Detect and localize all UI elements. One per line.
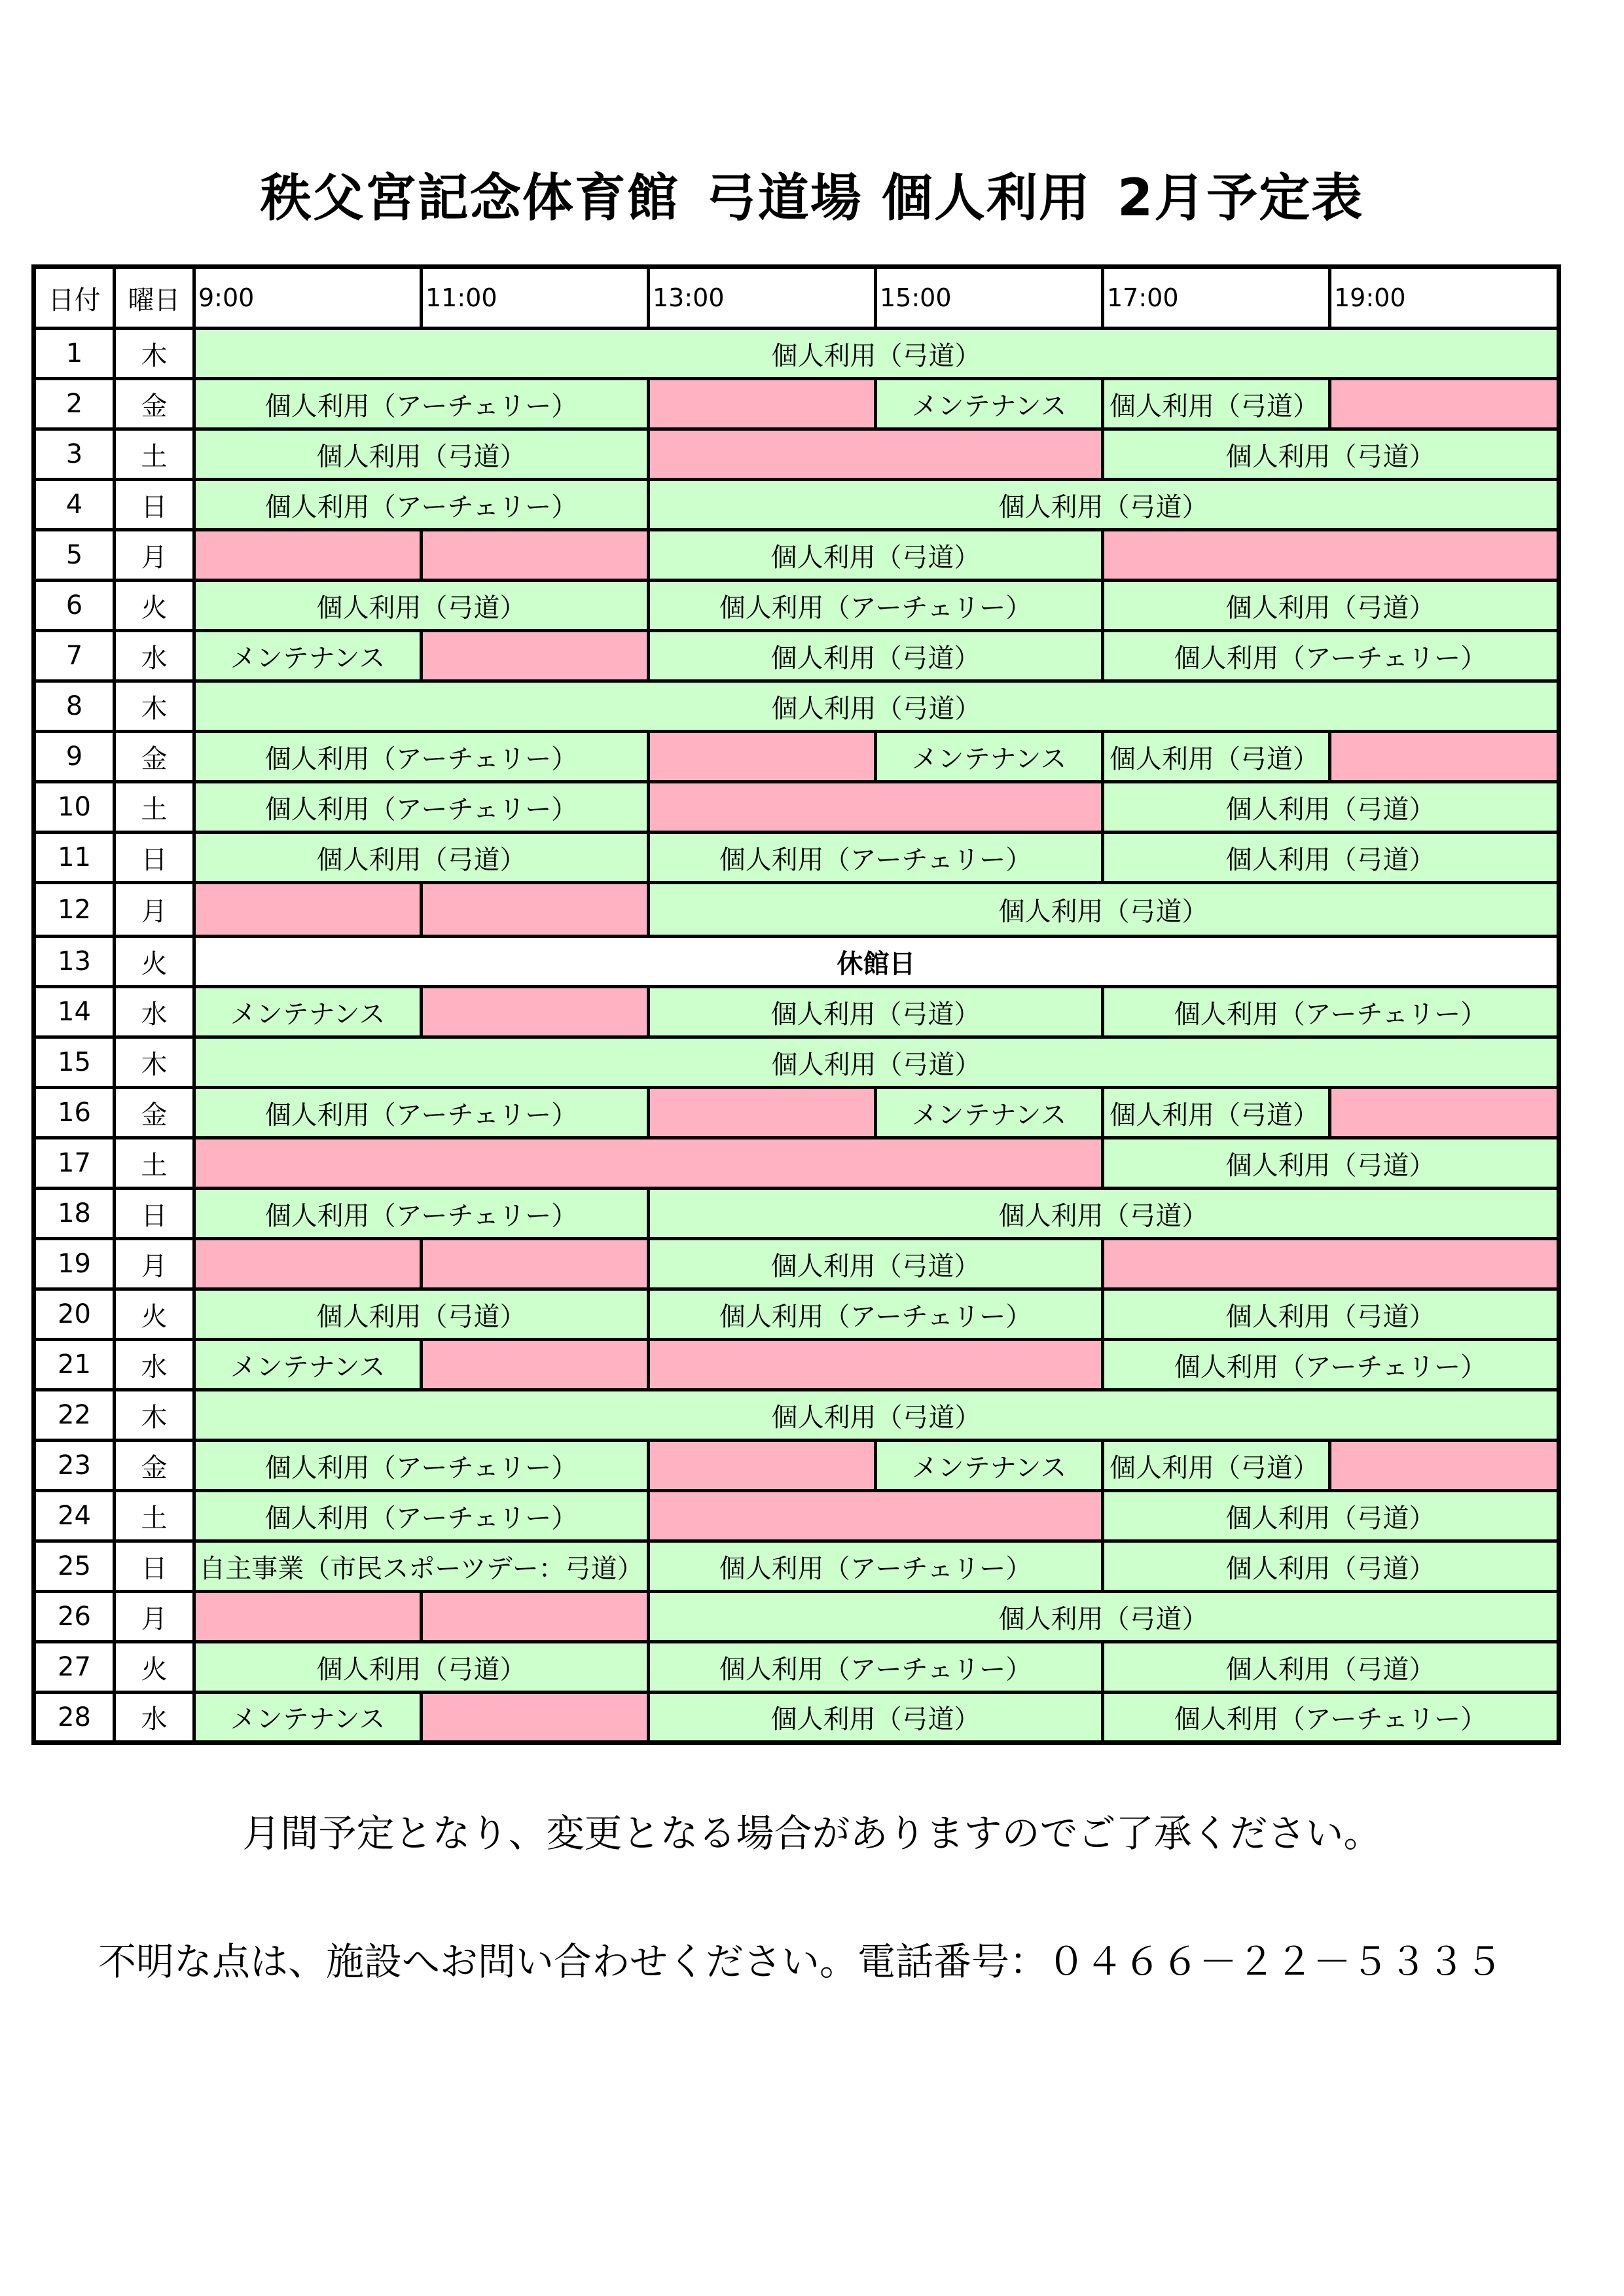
row-weekday: 日 [115, 1541, 194, 1592]
slot-closed [1330, 379, 1559, 429]
slot-booking: 個人利用（弓道） [194, 329, 1559, 379]
slot-booking: 個人利用（弓道） [194, 429, 649, 480]
slot-booking: 個人利用（弓道） [194, 581, 649, 631]
row-weekday: 月 [115, 530, 194, 581]
slot-booking: 個人利用（アーチェリー） [649, 1642, 1103, 1693]
slot-booking: 個人利用（弓道） [1103, 379, 1330, 429]
schedule-row [34, 480, 1559, 530]
row-date: 16 [34, 1088, 115, 1138]
header-time-0900: 9:00 [194, 267, 422, 329]
row-date: 15 [34, 1037, 115, 1088]
notice-contact-phone: 不明な点は、施設へお問い合わせください。電話番号：０４６６－２２－５３３５ [98, 1939, 1504, 1984]
schedule-row [34, 1642, 1559, 1693]
schedule-row [34, 379, 1559, 429]
schedule-row [34, 833, 1559, 883]
row-weekday: 火 [115, 1289, 194, 1340]
slot-closed [194, 1138, 1103, 1189]
schedule-row [34, 1592, 1559, 1642]
slot-booking: 個人利用（弓道） [194, 1390, 1559, 1441]
slot-booking: 個人利用（アーチェリー） [194, 1441, 649, 1491]
row-weekday: 金 [115, 379, 194, 429]
header-row [34, 267, 1559, 329]
row-weekday: 火 [115, 581, 194, 631]
slot-booking: メンテナンス [194, 1693, 422, 1743]
schedule-row [34, 1441, 1559, 1491]
slot-booking: 個人利用（弓道） [1103, 1642, 1559, 1693]
header-time-1300: 13:00 [649, 267, 876, 329]
title-venue: 弓道場 個人利用 [705, 169, 1091, 228]
slot-booking: 個人利用（弓道） [1103, 1088, 1330, 1138]
slot-booking: 個人利用（アーチェリー） [194, 1088, 649, 1138]
row-date: 8 [34, 681, 115, 732]
slot-holiday: 休館日 [194, 937, 1559, 987]
slot-booking: 個人利用（アーチェリー） [1103, 1340, 1559, 1390]
slot-booking: 個人利用（アーチェリー） [194, 782, 649, 833]
row-weekday: 火 [115, 1642, 194, 1693]
slot-booking: 個人利用（アーチェリー） [194, 1491, 649, 1541]
row-weekday: 日 [115, 1189, 194, 1239]
row-weekday: 日 [115, 480, 194, 530]
title-month: 2月予定表 [1117, 169, 1364, 228]
slot-booking: 個人利用（弓道） [1103, 429, 1559, 480]
row-weekday: 土 [115, 1491, 194, 1541]
schedule-row [34, 1289, 1559, 1340]
slot-booking: 個人利用（弓道） [1103, 1441, 1330, 1491]
schedule-table [31, 264, 1561, 1745]
slot-booking: 個人利用（弓道） [649, 987, 1103, 1037]
schedule-row [34, 1138, 1559, 1189]
row-date: 4 [34, 480, 115, 530]
slot-booking: 個人利用（アーチェリー） [1103, 987, 1559, 1037]
row-weekday: 日 [115, 833, 194, 883]
row-weekday: 火 [115, 937, 194, 987]
schedule-row [34, 530, 1559, 581]
row-weekday: 木 [115, 1390, 194, 1441]
header-time-1500: 15:00 [876, 267, 1103, 329]
slot-booking: 個人利用（弓道） [194, 833, 649, 883]
slot-booking: 個人利用（弓道） [194, 1289, 649, 1340]
slot-booking: 個人利用（アーチェリー） [649, 1289, 1103, 1340]
slot-closed [1103, 1239, 1559, 1289]
row-date: 10 [34, 782, 115, 833]
slot-closed [422, 1592, 649, 1642]
row-weekday: 土 [115, 1138, 194, 1189]
slot-booking: メンテナンス [876, 379, 1103, 429]
slot-booking: メンテナンス [194, 1340, 422, 1390]
slot-booking: 個人利用（弓道） [649, 1189, 1559, 1239]
header-dow: 曜日 [115, 267, 194, 329]
header-day: 日付 [34, 267, 115, 329]
slot-closed [649, 1491, 1103, 1541]
slot-booking: 個人利用（弓道） [649, 631, 1103, 681]
schedule-row [34, 1491, 1559, 1541]
slot-booking: 個人利用（アーチェリー） [1103, 1693, 1559, 1743]
slot-booking: 個人利用（弓道） [1103, 581, 1559, 631]
row-date: 1 [34, 329, 115, 379]
row-weekday: 木 [115, 329, 194, 379]
row-weekday: 月 [115, 1592, 194, 1642]
slot-closed [649, 429, 1103, 480]
schedule-row [34, 1037, 1559, 1088]
row-weekday: 木 [115, 1037, 194, 1088]
header-time-1700: 17:00 [1103, 267, 1330, 329]
slot-closed [422, 631, 649, 681]
row-date: 13 [34, 937, 115, 987]
title-facility: 秩父宮記念体育館 [260, 169, 679, 228]
row-weekday: 金 [115, 1088, 194, 1138]
slot-closed [422, 530, 649, 581]
header-time-1100: 11:00 [422, 267, 649, 329]
row-date: 18 [34, 1189, 115, 1239]
row-weekday: 月 [115, 883, 194, 937]
schedule-row [34, 782, 1559, 833]
slot-booking: 個人利用（アーチェリー） [649, 833, 1103, 883]
row-date: 19 [34, 1239, 115, 1289]
slot-closed [649, 379, 876, 429]
row-date: 28 [34, 1693, 115, 1743]
slot-closed [649, 782, 1103, 833]
slot-closed [649, 1441, 876, 1491]
schedule-row [34, 987, 1559, 1037]
slot-booking: 個人利用（弓道） [649, 883, 1559, 937]
slot-booking: メンテナンス [876, 732, 1103, 782]
slot-closed [422, 1693, 649, 1743]
slot-closed [194, 883, 422, 937]
row-weekday: 水 [115, 631, 194, 681]
slot-booking: 個人利用（弓道） [1103, 833, 1559, 883]
slot-booking: 個人利用（弓道） [649, 480, 1559, 530]
slot-closed [422, 883, 649, 937]
slot-booking: 個人利用（弓道） [649, 1693, 1103, 1743]
slot-closed [649, 732, 876, 782]
schedule-row [34, 937, 1559, 987]
row-date: 20 [34, 1289, 115, 1340]
notice-schedule-change: 月間予定となり、変更となる場合がありますのでご了承ください。 [242, 1811, 1382, 1856]
slot-closed [649, 1088, 876, 1138]
slot-closed [1103, 530, 1559, 581]
slot-booking: メンテナンス [876, 1441, 1103, 1491]
slot-booking: 個人利用（弓道） [649, 1592, 1559, 1642]
slot-booking: 個人利用（アーチェリー） [194, 732, 649, 782]
row-date: 25 [34, 1541, 115, 1592]
slot-closed [1330, 1441, 1559, 1491]
slot-booking: 個人利用（弓道） [1103, 1138, 1559, 1189]
slot-booking: 個人利用（弓道） [649, 530, 1103, 581]
row-weekday: 水 [115, 1340, 194, 1390]
slot-booking: メンテナンス [194, 987, 422, 1037]
schedule-row [34, 1693, 1559, 1743]
row-date: 23 [34, 1441, 115, 1491]
slot-booking: 個人利用（弓道） [194, 1642, 649, 1693]
row-weekday: 土 [115, 429, 194, 480]
row-date: 14 [34, 987, 115, 1037]
schedule-row [34, 883, 1559, 937]
slot-booking: 個人利用（アーチェリー） [194, 1189, 649, 1239]
schedule-row [34, 329, 1559, 379]
schedule-row [34, 1239, 1559, 1289]
page-title [0, 157, 1624, 230]
row-date: 21 [34, 1340, 115, 1390]
row-date: 5 [34, 530, 115, 581]
slot-closed [1330, 732, 1559, 782]
schedule-row [34, 1340, 1559, 1390]
row-date: 27 [34, 1642, 115, 1693]
slot-booking: 個人利用（アーチェリー） [649, 581, 1103, 631]
row-date: 6 [34, 581, 115, 631]
schedule-row [34, 581, 1559, 631]
schedule-row [34, 732, 1559, 782]
slot-closed [422, 987, 649, 1037]
slot-booking: 個人利用（弓道） [1103, 1491, 1559, 1541]
row-date: 2 [34, 379, 115, 429]
slot-booking: 個人利用（弓道） [194, 1037, 1559, 1088]
row-weekday: 月 [115, 1239, 194, 1289]
row-date: 3 [34, 429, 115, 480]
slot-booking: 個人利用（アーチェリー） [194, 480, 649, 530]
row-date: 24 [34, 1491, 115, 1541]
row-date: 11 [34, 833, 115, 883]
slot-booking: メンテナンス [194, 631, 422, 681]
slot-closed [422, 1239, 649, 1289]
header-time-1900: 19:00 [1330, 267, 1559, 329]
slot-closed [194, 1592, 422, 1642]
schedule-row [34, 1088, 1559, 1138]
row-weekday: 金 [115, 732, 194, 782]
slot-closed [649, 1340, 1103, 1390]
schedule-row [34, 1390, 1559, 1441]
slot-closed [194, 1239, 422, 1289]
row-date: 7 [34, 631, 115, 681]
slot-closed [194, 530, 422, 581]
row-weekday: 土 [115, 782, 194, 833]
row-weekday: 水 [115, 987, 194, 1037]
schedule-row [34, 631, 1559, 681]
row-date: 17 [34, 1138, 115, 1189]
row-date: 9 [34, 732, 115, 782]
slot-booking: 個人利用（弓道） [1103, 1289, 1559, 1340]
slot-booking: 個人利用（弓道） [649, 1239, 1103, 1289]
slot-booking: 個人利用（弓道） [1103, 782, 1559, 833]
row-date: 12 [34, 883, 115, 937]
slot-booking: 自主事業（市民スポーツデー：弓道） [194, 1541, 649, 1592]
schedule-row [34, 1189, 1559, 1239]
slot-booking: 個人利用（弓道） [194, 681, 1559, 732]
slot-booking: 個人利用（弓道） [1103, 732, 1330, 782]
row-weekday: 金 [115, 1441, 194, 1491]
slot-booking: 個人利用（弓道） [1103, 1541, 1559, 1592]
slot-closed [422, 1340, 649, 1390]
slot-closed [1330, 1088, 1559, 1138]
schedule-row [34, 1541, 1559, 1592]
row-date: 26 [34, 1592, 115, 1642]
schedule-row [34, 429, 1559, 480]
row-weekday: 水 [115, 1693, 194, 1743]
slot-booking: 個人利用（アーチェリー） [194, 379, 649, 429]
schedule-row [34, 681, 1559, 732]
slot-booking: メンテナンス [876, 1088, 1103, 1138]
slot-booking: 個人利用（アーチェリー） [649, 1541, 1103, 1592]
row-weekday: 木 [115, 681, 194, 732]
slot-booking: 個人利用（アーチェリー） [1103, 631, 1559, 681]
row-date: 22 [34, 1390, 115, 1441]
